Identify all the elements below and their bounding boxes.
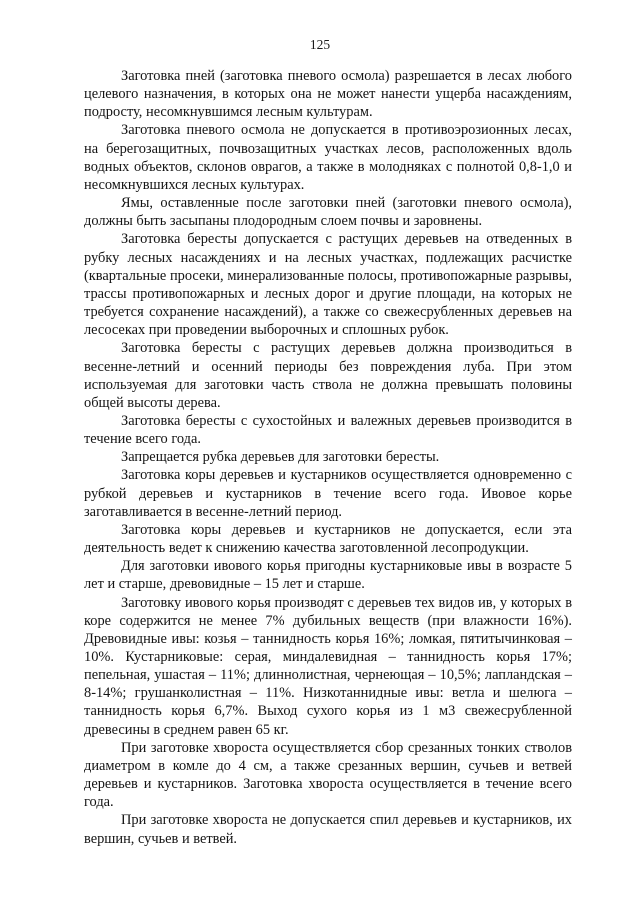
paragraph: Заготовка бересты допускается с растущих деревьев на отведенных в рубку лесных насаждениях и на лесных участках, подлежащих расчистке (квартальные просеки, минерализованные полосы, противопожарные разрывы, трассы противопожарных и лесных дорог и другие площади, на которых не требуется сохранение насаждений), а также со свежесрубленных деревьев на лесосеках при проведении выборочных и сплошных рубок. [84,231,572,339]
paragraph: Заготовка бересты с сухостойных и валежных деревьев производится в течение всего года. [84,412,572,448]
paragraph: Заготовка пней (заготовка пневого осмола) разрешается в лесах любого целевого назначения, в которых она не может нанести ущерба насаждениям, подросту, несомкнувшимся лесным культурам. [84,68,572,121]
paragraph: При заготовке хвороста не допускается спил деревьев и кустарников, их вершин, сучьев и ветвей. [84,812,572,847]
paragraph: Заготовку ивового корья производят с деревьев тех видов ив, у которых в коре содержится не менее 7% дубильных веществ (при влажности 16%). Древовидные ивы: козья – таннидность корья 16%; ломкая, пятитычинковая – 10%. Кустарниковые: серая, миндалевидная – таннидность корья 17%; пепельная, ушастая – 11%; длиннолистная, чернеющая – 10,5%; лапландская – 8-14%; грушанколистная – 11%. Низкотаннидные ивы: ветла и шелюга – таннидность корья 6,7%. Выход сухого корья из 1 м3 свежесрубленной древесины в среднем равен 65 кг. [84,594,572,738]
paragraph: Заготовка бересты с растущих деревьев должна производиться в весенне-летний и осенний периоды без повреждения луба. При этом используемая для заготовки часть ствола не должна превышать половины общей высоты дерева. [84,340,572,411]
paragraph: При заготовке хвороста осуществляется сбор срезанных тонких стволов диаметром в комле до 4 см, а также срезанных вершин, сучьев и ветвей деревьев и кустарников. Заготовка хвороста осуществляется в течение всего года. [84,739,572,811]
paragraph: Для заготовки ивового корья пригодны кустарниковые ивы в возрасте 5 лет и старше, древовидные – 15 лет и старше. [84,558,572,593]
paragraph: Заготовка коры деревьев и кустарников не допускается, если эта деятельность ведет к снижению качества заготовленной лесопродукции. [84,521,572,557]
paragraph: Заготовка пневого осмола не допускается в противоэрозионных лесах, на берегозащитных, почвозащитных участках лесов, расположенных вдоль водных объектов, склонов оврагов, а также в молодняках с полнотой 0,8-1,0 и несомкнувшихся лесных культурах. [84,122,572,193]
paragraph: Запрещается рубка деревьев для заготовки бересты. [121,449,440,466]
paragraph: Ямы, оставленные после заготовки пней (заготовки пневого осмола), должны быть засыпаны плодородным слоем почвы и заровнены. [84,195,572,230]
paragraph: Заготовка коры деревьев и кустарников осуществляется одновременно с рубкой деревьев и кустарников в течение всего года. Ивовое корье заготавливается в весенне-летний период. [84,467,572,520]
page-number: 125 [309,37,331,52]
document-body [84,67,572,848]
